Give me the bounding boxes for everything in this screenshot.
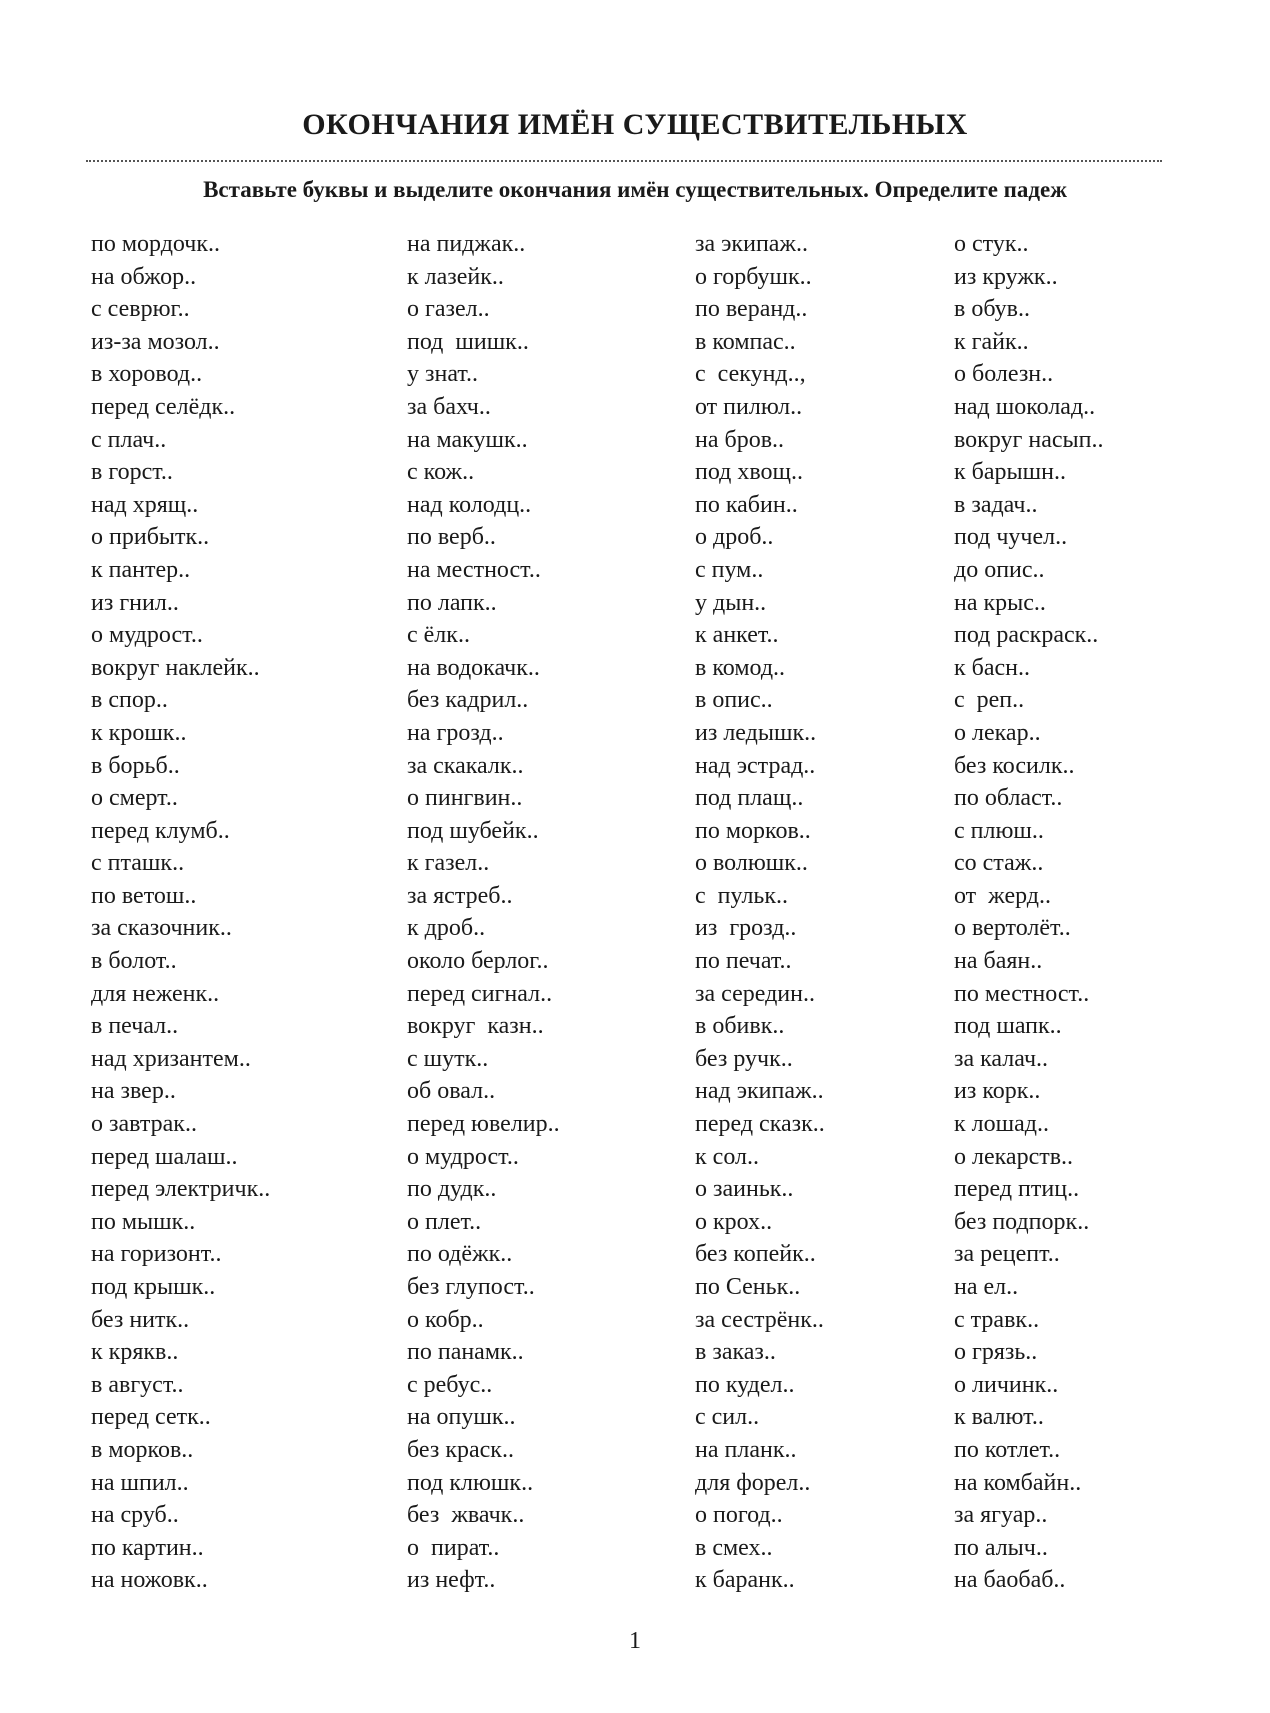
exercise-word: на планк..	[695, 1436, 797, 1463]
exercise-word: перед сигнал..	[407, 980, 553, 1007]
exercise-word: для форел..	[695, 1469, 811, 1496]
exercise-word: о горбушк..	[695, 263, 812, 290]
exercise-word: на местност..	[407, 556, 541, 583]
exercise-word: о завтрак..	[91, 1111, 197, 1138]
exercise-word: о вертолёт..	[954, 915, 1071, 942]
exercise-word: в смех..	[695, 1534, 773, 1561]
exercise-word: об овал..	[407, 1078, 496, 1105]
exercise-word: по картин..	[91, 1534, 204, 1561]
exercise-instruction: Вставьте буквы и выделите окончания имён существительных. Определите падеж	[203, 177, 1067, 202]
exercise-word: на макушк..	[407, 426, 528, 453]
exercise-word: о лекар..	[954, 719, 1041, 746]
exercise-word: на пиджак..	[407, 231, 526, 257]
exercise-word: в комод..	[695, 654, 786, 681]
exercise-word: из нефт..	[407, 1567, 496, 1594]
exercise-word: за экипаж..	[695, 231, 809, 257]
exercise-word: за середин..	[695, 980, 815, 1007]
exercise-word: на бров..	[695, 426, 785, 453]
exercise-word: к сол..	[695, 1143, 759, 1170]
exercise-word: за ястреб..	[407, 882, 513, 909]
exercise-word: без кадрил..	[407, 687, 529, 714]
word-column-3	[695, 228, 825, 1597]
exercise-word: перед клумб..	[91, 817, 230, 844]
exercise-word: о личинк..	[954, 1371, 1059, 1398]
exercise-word: с севрюг..	[91, 296, 190, 323]
exercise-word: по област..	[954, 785, 1063, 812]
exercise-word: перед электричк..	[91, 1176, 271, 1203]
exercise-word: до опис..	[954, 556, 1045, 583]
exercise-word: по мышк..	[91, 1208, 196, 1235]
exercise-word: за сказочник..	[91, 915, 232, 942]
exercise-word: с сил..	[695, 1404, 760, 1431]
exercise-word: по печат..	[695, 948, 792, 975]
exercise-word: по ветош..	[91, 882, 197, 909]
exercise-word: над колодц..	[407, 491, 532, 518]
exercise-word: под раскраск..	[954, 622, 1099, 649]
exercise-word: под шишк..	[407, 328, 529, 355]
exercise-word: из-за мозол..	[91, 328, 220, 355]
exercise-word: на шпил..	[91, 1469, 189, 1496]
exercise-word: по алыч..	[954, 1534, 1048, 1561]
exercise-word: по верб..	[407, 524, 496, 551]
exercise-word: над экипаж..	[695, 1078, 824, 1105]
page-number: 1	[629, 1628, 641, 1654]
exercise-word: из корк..	[954, 1078, 1041, 1105]
exercise-word: по одёжк..	[407, 1241, 513, 1268]
exercise-word: с ребус..	[407, 1371, 493, 1398]
exercise-word: о плет..	[407, 1208, 482, 1235]
exercise-word: на комбайн..	[954, 1469, 1082, 1496]
exercise-word: с реп..	[954, 687, 1025, 714]
exercise-word: к крошк..	[91, 719, 187, 746]
exercise-word: о погод..	[695, 1502, 783, 1529]
exercise-word: к крякв..	[91, 1339, 179, 1366]
exercise-word: в хоровод..	[91, 361, 203, 388]
exercise-word: с плюш..	[954, 817, 1044, 844]
exercise-word: в горст..	[91, 459, 173, 486]
exercise-word: на ел..	[954, 1274, 1019, 1300]
exercise-word: под шубейк..	[407, 817, 539, 844]
exercise-word: о газел..	[407, 296, 490, 323]
exercise-word: из кружк..	[954, 263, 1058, 290]
exercise-word: в спор..	[91, 687, 168, 714]
exercise-word: по мордочк..	[91, 231, 221, 257]
exercise-word: с секунд..,	[695, 361, 806, 388]
exercise-word: к гайк..	[954, 328, 1029, 355]
exercise-word: к лошад..	[954, 1111, 1049, 1138]
exercise-word: над хризантем..	[91, 1045, 251, 1072]
page-title: ОКОНЧАНИЯ ИМЁН СУЩЕСТВИТЕЛЬНЫХ	[302, 108, 968, 141]
exercise-word: с ёлк..	[407, 622, 470, 649]
exercise-word: к лазейк..	[407, 263, 504, 290]
exercise-word: из грозд..	[695, 915, 797, 942]
exercise-word: в заказ..	[695, 1339, 776, 1366]
exercise-word: на звер..	[91, 1078, 176, 1105]
exercise-word: по морков..	[695, 817, 811, 844]
exercise-word: над хрящ..	[91, 491, 199, 518]
exercise-word: к дроб..	[407, 915, 486, 942]
exercise-word: о заиньк..	[695, 1176, 794, 1203]
exercise-word: под крышк..	[91, 1274, 216, 1300]
exercise-word: с плач..	[91, 426, 167, 453]
exercise-word: в задач..	[954, 491, 1038, 518]
exercise-word: на ножовк..	[91, 1567, 208, 1594]
exercise-word: с шутк..	[407, 1045, 489, 1072]
exercise-word: в обивк..	[695, 1013, 785, 1040]
exercise-word: к басн..	[954, 654, 1031, 681]
word-column-2	[407, 228, 560, 1597]
exercise-word: о грязь..	[954, 1339, 1038, 1366]
word-column-1	[91, 228, 270, 1597]
exercise-word: под чучел..	[954, 524, 1068, 551]
exercise-word: за сестрёнк..	[695, 1306, 824, 1333]
exercise-word: о пингвин..	[407, 785, 523, 812]
exercise-word: о прибытк..	[91, 524, 210, 551]
exercise-word: по местност..	[954, 980, 1090, 1007]
exercise-word: без ручк..	[695, 1045, 793, 1072]
exercise-word: по лапк..	[407, 589, 497, 616]
exercise-word: вокруг насып..	[954, 426, 1104, 453]
exercise-word: перед ювелир..	[407, 1111, 560, 1138]
exercise-word: на баян..	[954, 948, 1043, 975]
exercise-word: о пират..	[407, 1534, 500, 1561]
exercise-word: на опушк..	[407, 1404, 516, 1431]
exercise-word: над эстрад..	[695, 752, 816, 779]
exercise-word: за ягуар..	[954, 1502, 1048, 1529]
exercise-word: в болот..	[91, 948, 177, 975]
exercise-word: за рецепт..	[954, 1241, 1060, 1268]
exercise-word: у дын..	[695, 589, 767, 616]
exercise-word: с кож..	[407, 459, 475, 486]
exercise-word: вокруг казн..	[407, 1013, 544, 1040]
exercise-word: по дудк..	[407, 1176, 497, 1203]
exercise-word: по кабин..	[695, 491, 798, 518]
exercise-word: на грозд..	[407, 719, 504, 746]
exercise-word: на обжор..	[91, 263, 197, 290]
exercise-word: с травк..	[954, 1306, 1040, 1333]
dotted-divider	[86, 160, 1162, 162]
exercise-word: о смерт..	[91, 785, 178, 812]
exercise-word: о лекарств..	[954, 1143, 1074, 1170]
word-column-4	[954, 228, 1103, 1597]
exercise-word: по веранд..	[695, 296, 808, 323]
exercise-word: о кобр..	[407, 1306, 484, 1333]
exercise-word: на горизонт..	[91, 1241, 222, 1268]
exercise-word: в опис..	[695, 687, 773, 714]
exercise-word: без краск..	[407, 1436, 514, 1463]
exercise-word: от жерд..	[954, 882, 1051, 909]
exercise-word: на баобаб..	[954, 1567, 1066, 1594]
exercise-word: по панамк..	[407, 1339, 524, 1366]
exercise-word: к валют..	[954, 1404, 1044, 1431]
exercise-word: без подпорк..	[954, 1208, 1090, 1235]
exercise-word: у знат..	[407, 361, 479, 388]
exercise-word: из гнил..	[91, 589, 179, 616]
exercise-word: о дроб..	[695, 524, 774, 551]
exercise-word: перед сетк..	[91, 1404, 211, 1431]
exercise-word: перед селёдк..	[91, 393, 236, 420]
exercise-word: от пилюл..	[695, 393, 803, 420]
exercise-word: по Сеньк..	[695, 1274, 801, 1300]
exercise-word: перед птиц..	[954, 1176, 1080, 1203]
exercise-word: к анкет..	[695, 622, 779, 649]
exercise-word: без нитк..	[91, 1306, 190, 1333]
exercise-word: к баранк..	[695, 1567, 795, 1594]
exercise-word: с пульк..	[695, 882, 789, 909]
exercise-word: без жвачк..	[407, 1502, 525, 1529]
exercise-word: над шоколад..	[954, 393, 1096, 420]
word-columns	[0, 228, 1270, 1598]
exercise-word: к газел..	[407, 850, 490, 877]
exercise-word: около берлог..	[407, 948, 549, 975]
exercise-word: в обув..	[954, 296, 1030, 323]
exercise-word: в печал..	[91, 1013, 179, 1040]
exercise-word: перед шалаш..	[91, 1143, 238, 1170]
exercise-word: на крыс..	[954, 589, 1046, 616]
exercise-word: перед сказк..	[695, 1111, 825, 1138]
exercise-word: о крох..	[695, 1208, 773, 1235]
exercise-word: под шапк..	[954, 1013, 1062, 1040]
exercise-word: к пантер..	[91, 556, 191, 583]
exercise-word: в морков..	[91, 1436, 194, 1463]
exercise-word: по кудел..	[695, 1371, 795, 1398]
exercise-word: о мудрост..	[407, 1143, 519, 1170]
exercise-word: по котлет..	[954, 1436, 1061, 1463]
exercise-word: за калач..	[954, 1045, 1049, 1072]
exercise-word: из ледышк..	[695, 719, 817, 746]
exercise-word: к барышн..	[954, 459, 1066, 486]
exercise-word: на водокачк..	[407, 654, 540, 681]
exercise-word: с пташк..	[91, 850, 185, 877]
exercise-word: о болезн..	[954, 361, 1054, 388]
exercise-word: с пум..	[695, 556, 764, 583]
exercise-word: о волюшк..	[695, 850, 808, 877]
exercise-word: без глупост..	[407, 1274, 535, 1300]
exercise-word: под хвощ..	[695, 459, 804, 486]
exercise-word: за бахч..	[407, 393, 491, 420]
exercise-word: под плащ..	[695, 785, 804, 812]
exercise-word: на сруб..	[91, 1502, 179, 1529]
exercise-word: в август..	[91, 1371, 184, 1398]
exercise-word: для неженк..	[91, 980, 220, 1007]
exercise-word: без копейк..	[695, 1241, 816, 1268]
exercise-word: о мудрост..	[91, 622, 203, 649]
exercise-word: под клюшк..	[407, 1469, 534, 1496]
exercise-word: без косилк..	[954, 752, 1075, 779]
exercise-word: в борьб..	[91, 752, 180, 779]
exercise-word: со стаж..	[954, 850, 1044, 877]
exercise-word: вокруг наклейк..	[91, 654, 260, 681]
exercise-word: о стук..	[954, 231, 1029, 257]
exercise-word: в компас..	[695, 328, 796, 355]
exercise-word: за скакалк..	[407, 752, 524, 779]
